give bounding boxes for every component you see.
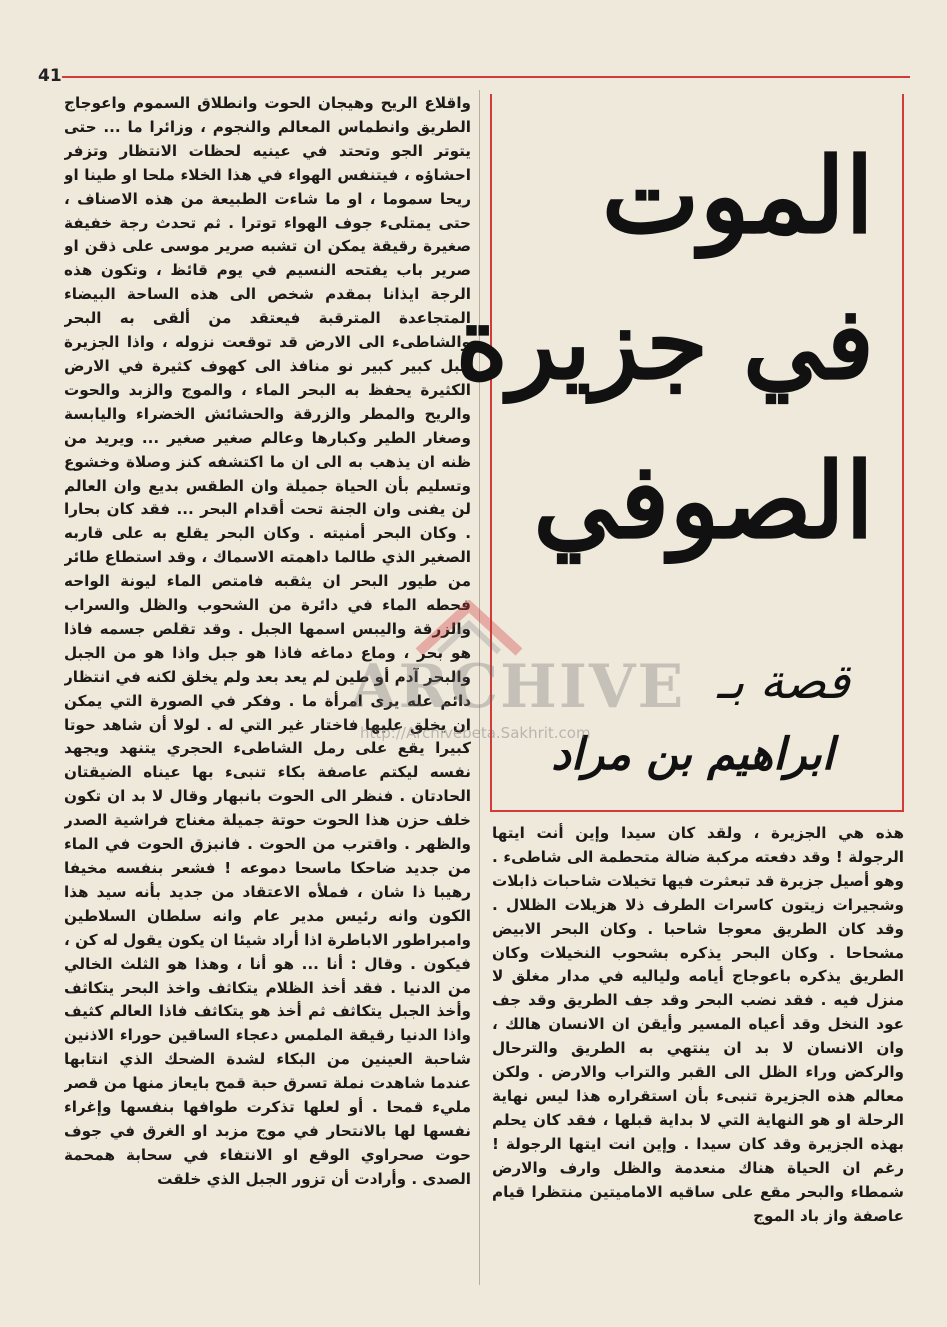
title-line-2: في جزيرة <box>455 284 874 402</box>
title-box-bottom-rule <box>490 810 904 812</box>
author-name: ابراهيم بن مراد <box>551 729 834 780</box>
title-box-left-rule <box>490 94 492 812</box>
article-right-column <box>492 822 904 1290</box>
story-by-word: بـ <box>717 654 745 710</box>
column-divider <box>479 90 480 1285</box>
title-line-3: الصوفي <box>533 439 874 562</box>
top-red-rule <box>62 76 910 78</box>
watermark-url: http://Archivebeta.Sakhrit.com <box>360 724 591 742</box>
title-line-1: الموت <box>601 134 874 257</box>
story-label <box>717 654 850 710</box>
page-number: 41 <box>38 66 62 86</box>
title-box-right-rule <box>902 94 904 812</box>
story-label-word: قصة <box>759 654 850 710</box>
left-column-paragraph: واقلاع الريح وهيجان الحوت وانطلاق السموم واعوجاج الطريق وانطماس المعالم والنجوم ، وزائرا ما ... حتى يتوتر الجو وتحتد في عينيه لحظات الانتظار وتزفر احشاؤه ، فيتنفس الهواء في هذا الخلاء ملحا او طينا او ريحا سموما ، او ما شاءت الطبيعة من هذه الاصناف ، حتى يمتلىء جوف الهواء توترا . ثم تحدث رجة خفيفة صغيرة رقيقة يمكن ان تشبه صرير موسى على ذقن او صرير باب يفتحه النسيم في يوم قائظ ، وتكون هذه الرجة ايذانا بمقدم شخص الى هذه الساحة البيضاء المتجاعدة المترقبة فيعتقد من ألقى به البحر والشاطىء الى الارض قد توقعت نزوله ، واذا الجزيرة جبل كبير كبير نو منافذ الى كهوف كثيرة في الارض الكثيرة يحفظ به البحر الماء ، والموج والزبد والحوت والريح والمطر والزرقة والحشائش الخضراء واليابسة وصغار الطير وكبارها وعالم صغير صغير ... ويريد من ظنه ان يذهب به الى ان ما اكتشفه كنز وصلاة وخشوع وتسليم بأن الحياة جميلة وان الطقس بديع وان العالم لن يفنى وان الجنة تحت أقدام البحر ... فقد كان بحارا . وكان البحر أمنيته . وكان البحر يقلع به على قاربه الصغير الذي طالما داهمته الاسماك ، وقد استطاع طائر من طيور البحر ان يثقبه فامتص الماء ليونة الواحه فحطه الماء في دائرة من الشحوب والظل والسراب والزرقة واليبس اسمها الجبل . وقد تقلص جسمه فاذا هو بحر ، وماع دماغه فاذا هو جبل واذا هو من الجبل والبحر آدم أو طين لم يعد بعد ولم يخلق لكنه في انتظار دائم عله يرى امرأة ما . وفكر في الصورة التي يمكن ان يخلق عليها فاختار غير التي له . لولا أن شاهد حوتا كبيرا يقع على رمل الشاطىء الحجري يتنهد ويجهد نفسه ليكتم عاصفة بكاء تنبىء بها عيناه الضيقتان الحادتان . فنظر الى الحوت بانبهار وقال لا بد ان تكون خلف حزن هذا الحوت حوتة جميلة مغناج فراشية الصدر والظهر . واقترب من الحوت . فانبزق الحوت في الماء من جديد ضاحكا ماسحا دموعه ! فشعر بنفسه مخيفا رهيبا ذا شان ، فملأه الاعتقاد من جديد بأنه سيد هذا الكون وانه رئيس مدير عام وانه سلطان السلاطين وامبراطور الاباطرة اذا أراد شيئا ان يكون يقول له كن ، فيكون . وقال : أنا ... هو أنا ، وهذا هو الثلث الخالي من الدنيا . فقد أخذ الظلام يتكاثف واخذ البحر يتكاثف وأخذ الجبل يتكاثف ثم أخذ هو يتكاثف فاذا العالم كثيف واذا الدنيا رقيقة الملمس دعجاء الساقين حوراء الاذنين شاحبة العينين من البكاء لشدة الضحك الذي انتابها عندما شاهدت نملة تسرق حبة قمح بايعاز منها من قصر مليء قمحا . أو لعلها تذكرت طوافها بنفسها وإغراء نفسها لها بالانتحار في موج مزبد او الغرق في جوف حوت صحراوي الوقع او الانتفاء في سحابة همحمة الصدى . وأرادت أن تزور الجبل الذي خلقت <box>64 94 471 1188</box>
right-column-paragraph: هذه هي الجزيرة ، ولقد كان سيدا وإين أنت ايتها الرجولة ! وقد دفعته مركبة ضالة متحطمة الى شاطىء . وهو أصيل جزيرة قد تبعثرت فيها تخيلات شاحبات ذابلات وشجيرات زيتون كاسرات الطرف ذلا هزيلات الظلال . وقد كان الطريق معوجا شاحبا . وكان البحر الابيض مشحاحا . وكان البحر يذكره بشحوب النخيلات وكان الطريق يذكره باعوجاج أيامه ولياليه في مدار مغلق لا منزل فيه . فقد نضب البحر وقد جف الطريق وقد جف عود النخل وقد أعياه المسير وأيقن ان الانسان هالك ، وان الانسان لا بد ان ينتهي به الطريق والترحال والركض وراء الظل الى القبر والتراب والارض . ولكن معالم هذه الجزيرة تنبىء بأن استقراره هذا ليس نهاية الرحلة او هو النهاية التي لا بداية قبلها ، فقد كان يحلم بهذه الجزيرة وقد كان سيدا . وإين انت ايتها الرجولة ! رغم ان الحياة هناك منعدمة والظل وارف والارض شمطاء والبحر مقع على ساقيه الاماميتين منتظرا قيام عاصفة واز باد الموج <box>492 824 904 1225</box>
watermark-text: ARCHIVE <box>350 652 686 722</box>
article-left-column <box>64 92 471 1290</box>
